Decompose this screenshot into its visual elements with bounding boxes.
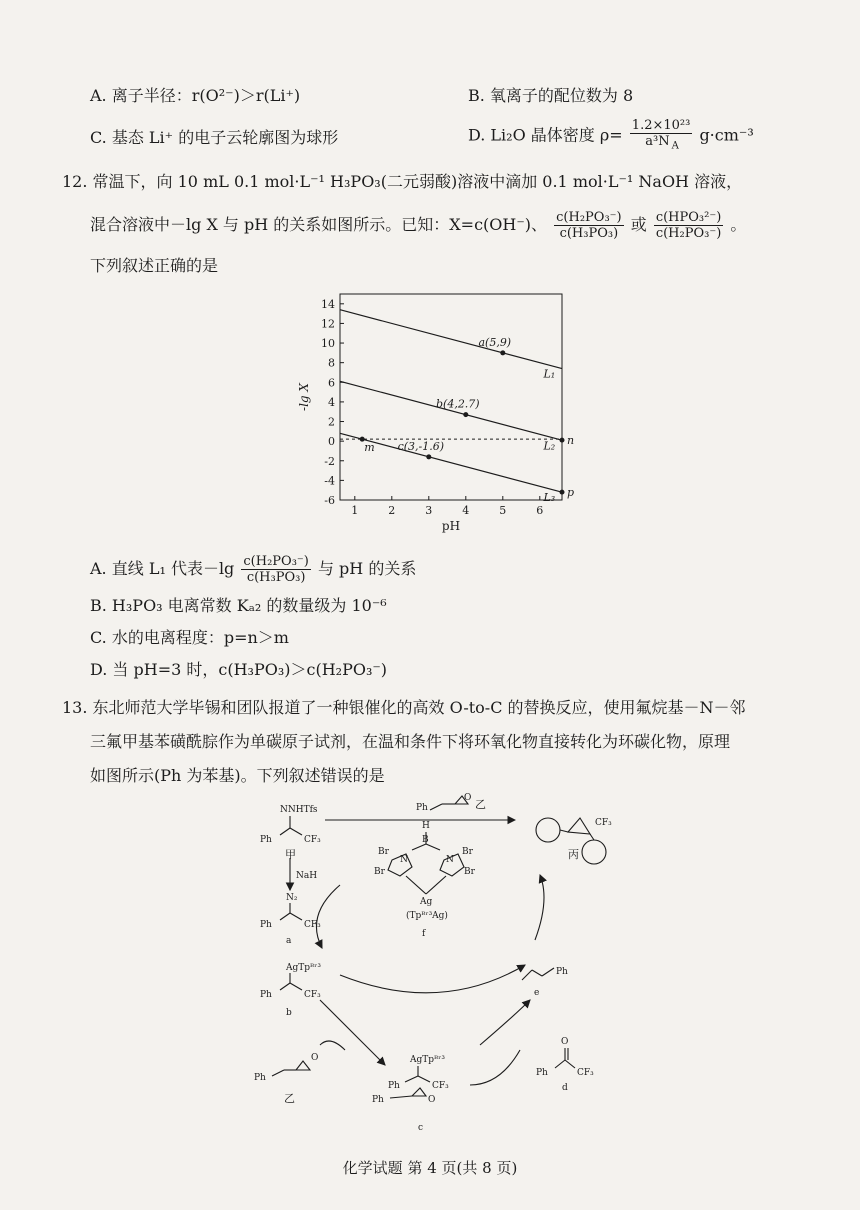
series-line-2 — [340, 381, 562, 440]
data-point-4 — [560, 438, 565, 443]
scheme-a-cf3: CF₃ — [304, 920, 321, 930]
q12-fraction-2-den: c(H₂PO₃⁻) — [655, 226, 722, 241]
q11-option-b: B. 氧离子的配位数为 8 — [468, 86, 634, 105]
scheme-b-ph: Ph — [260, 990, 272, 1000]
q12-period: 。 — [730, 215, 747, 234]
q12-stem-line2-prefix: 混合溶液中－lg X 与 pH 的关系如图所示。已知：X=c(OH⁻)、 — [90, 215, 548, 234]
scheme-yi-top-o: O — [464, 793, 472, 803]
data-point-5 — [560, 490, 565, 495]
scheme-a-n2: N₂ — [286, 893, 298, 903]
scheme-c-ph2: Ph — [372, 1095, 384, 1105]
scheme-label-bing: 丙 — [568, 848, 579, 861]
scheme-f-br-1: Br — [378, 847, 389, 857]
scheme-nah: NaH — [296, 871, 318, 881]
scheme-f-br-2: Br — [462, 847, 473, 857]
q11-density-numerator: 1.2×10²³ — [631, 118, 691, 133]
y-tick-label-8: 10 — [321, 337, 335, 351]
q12-option-c: C. 水的电离程度：p=n＞m — [90, 628, 289, 647]
q12-fraction-2 — [654, 210, 723, 241]
series-label-3: L₃ — [543, 491, 556, 505]
y-tick-label-2: -2 — [324, 454, 335, 468]
q12-option-d: D. 当 pH=3 时，c(H₃PO₃)＞c(H₂PO₃⁻) — [90, 660, 388, 679]
x-tick-label-4: 5 — [499, 504, 507, 517]
scheme-d-cf3: CF₃ — [577, 1068, 594, 1078]
data-point-0 — [500, 350, 505, 355]
scheme-f-n-1: N — [400, 855, 408, 865]
scheme-f-n-2: N — [446, 855, 454, 865]
q12-stem-line1: 12. 常温下，向 10 mL 0.1 mol·L⁻¹ H₃PO₃(二元弱酸)溶液中滴加 0.1 mol·L⁻¹ NaOH 溶液， — [62, 172, 743, 191]
scheme-jia-ph: Ph — [260, 835, 272, 845]
q12-option-a-suffix: 与 pH 的关系 — [317, 559, 417, 578]
q11-density-denominator: a³N — [645, 134, 670, 149]
q11-option-d — [468, 118, 754, 154]
q12-option-a-prefix: A. 直线 L₁ 代表－lg — [90, 559, 235, 578]
data-point-label-5: p — [567, 486, 575, 500]
data-point-label-4: n — [567, 434, 575, 448]
q11-density-denominator-sub: A — [671, 140, 679, 152]
scheme-f-catalyst: (Tpᴮʳ³Ag) — [406, 911, 448, 921]
q12-stem-line2 — [90, 210, 746, 241]
y-tick-label-5: 4 — [328, 395, 335, 409]
series-line-1 — [340, 310, 562, 369]
y-tick-label-7: 8 — [328, 356, 335, 370]
scheme-label-jia: 甲 — [285, 848, 296, 861]
data-point-1 — [463, 412, 468, 417]
q13-stem-line2: 三氟甲基苯磺酰腙作为单碳原子试剂，在温和条件下将环氧化物直接转化为环碳化物，原理 — [90, 732, 731, 751]
series-label-1: L₁ — [543, 367, 556, 381]
y-tick-label-3: 0 — [328, 435, 335, 449]
q12-option-a — [90, 554, 416, 585]
y-tick-label-10: 14 — [321, 297, 335, 311]
scheme-label-d: d — [562, 1083, 568, 1093]
scheme-f-b: B — [422, 835, 429, 845]
x-axis-label: pH — [441, 519, 461, 533]
q11-option-c: C. 基态 Li⁺ 的电子云轮廓图为球形 — [90, 128, 339, 147]
y-tick-label-9: 12 — [321, 317, 335, 331]
scheme-a-ph: Ph — [260, 920, 272, 930]
x-tick-label-1: 2 — [388, 504, 396, 517]
scheme-yi-bottom-o: O — [311, 1053, 319, 1063]
scheme-b-cf3: CF₃ — [304, 990, 321, 1000]
scheme-jia-cf3: CF₃ — [304, 835, 321, 845]
q12-or: 或 — [630, 215, 647, 234]
q13-reaction-scheme — [250, 790, 650, 1145]
scheme-label-c: c — [418, 1123, 424, 1133]
q13-stem-line3: 如图所示(Ph 为苯基)。下列叙述错误的是 — [90, 766, 385, 785]
y-tick-label-4: 2 — [328, 415, 335, 429]
scheme-label-e: e — [534, 988, 540, 998]
scheme-f-br-4: Br — [464, 867, 475, 877]
scheme-bing-cf3: CF₃ — [595, 818, 612, 828]
x-tick-label-5: 6 — [536, 504, 544, 517]
scheme-d-o: O — [561, 1037, 569, 1047]
q12-fraction-2-num: c(HPO₃²⁻) — [655, 210, 722, 225]
scheme-label-f: f — [422, 929, 426, 939]
page-footer: 化学试题 第 4 页(共 8 页) — [342, 1159, 518, 1177]
data-point-2 — [426, 454, 431, 459]
scheme-c-ph: Ph — [388, 1081, 400, 1091]
q12-option-a-num: c(H₂PO₃⁻) — [243, 554, 309, 569]
scheme-e-ph: Ph — [556, 967, 568, 977]
scheme-f-br-3: Br — [374, 867, 385, 877]
scheme-f-ag: Ag — [420, 897, 433, 907]
q11-option-d-prefix: D. Li₂O 晶体密度 ρ= — [468, 125, 623, 145]
q11-density-fraction — [630, 118, 693, 154]
q12-option-b: B. H₃PO₃ 电离常数 Kₐ₂ 的数量级为 10⁻⁶ — [90, 596, 387, 615]
y-axis-label: -lg X — [297, 383, 311, 411]
q12-fraction-1 — [554, 210, 623, 241]
q12-option-a-fraction — [241, 554, 310, 585]
scheme-d-ph: Ph — [536, 1068, 548, 1078]
x-tick-label-3: 4 — [462, 504, 470, 517]
scheme-label-yi-top: 乙 — [475, 798, 486, 811]
scheme-c-cf3: CF₃ — [432, 1081, 449, 1091]
q13-stem-line1: 13. 东北师范大学毕锡和团队报道了一种银催化的高效 O-to-C 的替换反应，使用氟烷基－N－邻 — [62, 698, 746, 717]
scheme-yi-top-ph: Ph — [416, 803, 428, 813]
data-point-label-2: c(3,-1.6) — [397, 439, 445, 453]
y-tick-label-1: -4 — [324, 474, 335, 488]
scheme-c-o: O — [428, 1095, 436, 1105]
series-label-2: L₂ — [543, 439, 556, 453]
scheme-label-b: b — [286, 1008, 292, 1018]
x-tick-label-2: 3 — [425, 504, 433, 517]
scheme-f-h: H — [422, 821, 430, 831]
scheme-jia-nnhtfs: NNHTfs — [280, 805, 318, 815]
scheme-label-yi-bottom: 乙 — [284, 1092, 295, 1105]
q12-fraction-1-den: c(H₃PO₃) — [559, 226, 619, 241]
data-point-label-0: a(5,9) — [478, 335, 512, 349]
data-point-label-1: b(4,2.7) — [435, 397, 480, 411]
scheme-label-a: a — [286, 936, 292, 946]
q11-option-a: A. 离子半径：r(O²⁻)＞r(Li⁺) — [90, 86, 301, 105]
y-tick-label-0: -6 — [324, 494, 335, 507]
scheme-c-agtp: AgTpᴮʳ³ — [410, 1055, 445, 1065]
y-tick-label-6: 6 — [328, 376, 335, 390]
q11-density-unit: g·cm⁻³ — [699, 125, 754, 145]
q12-stem-line3: 下列叙述正确的是 — [90, 256, 219, 275]
data-point-label-3: m — [364, 441, 375, 455]
q12-ph-chart — [290, 282, 590, 542]
q12-fraction-1-num: c(H₂PO₃⁻) — [556, 210, 622, 225]
q12-option-a-den: c(H₃PO₃) — [246, 570, 306, 585]
scheme-b-agtp: AgTpᴮʳ³ — [286, 963, 321, 973]
x-tick-label-0: 1 — [351, 504, 359, 517]
scheme-yi-bottom-ph: Ph — [254, 1073, 266, 1083]
